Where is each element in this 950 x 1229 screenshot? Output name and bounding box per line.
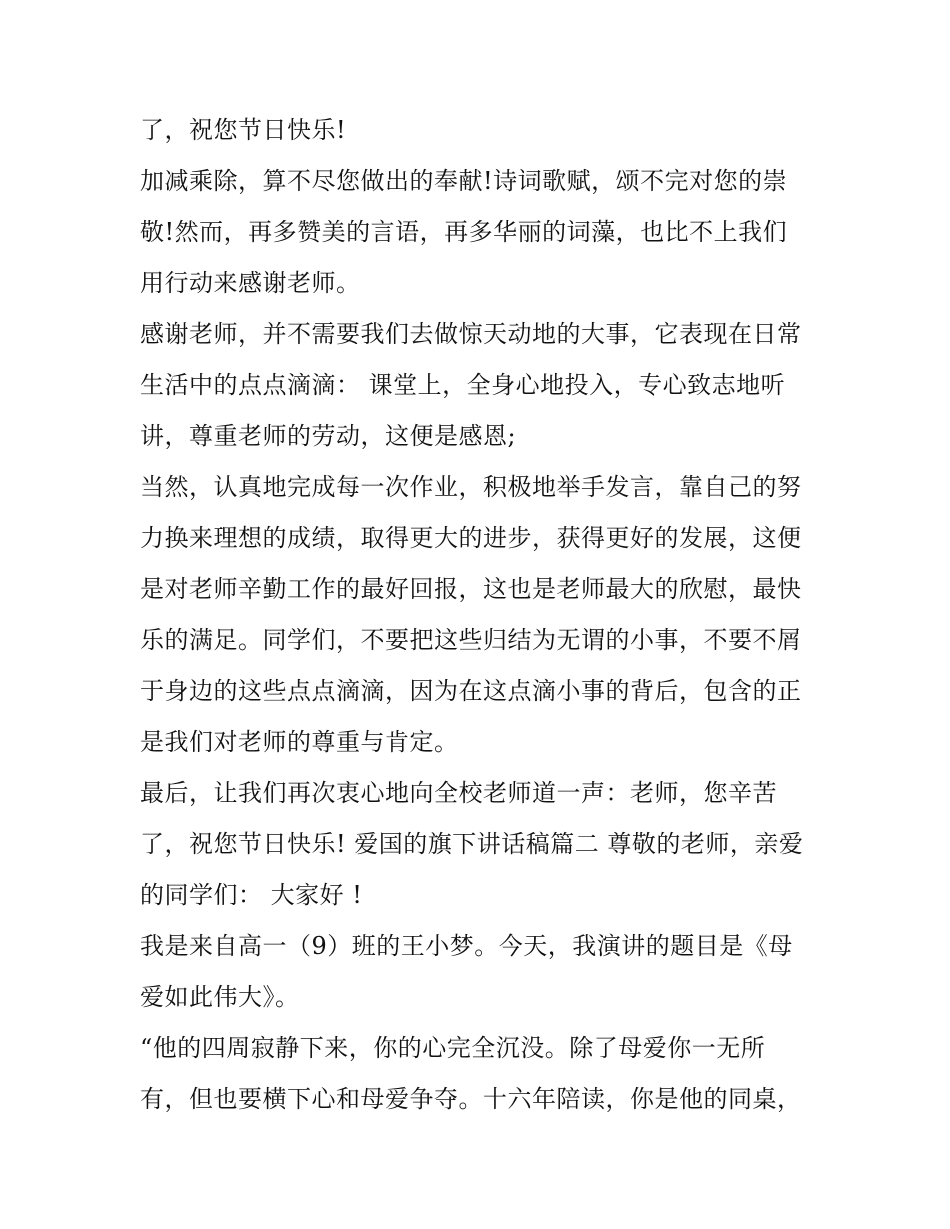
text-line: 于身边的这些点点滴滴，因为在这点滴小事的背后，包含的正	[140, 677, 802, 705]
text-line: 讲，尊重老师的劳动，这便是感恩;	[140, 422, 517, 450]
text-line: 生活中的点点滴滴： 课堂上，全身心地投入，专心致志地听	[140, 371, 786, 399]
text-line: 了，祝您节日快乐!	[140, 116, 347, 144]
text-line: 力换来理想的成绩，取得更大的进步，获得更好的发展，这便	[140, 524, 802, 552]
text-line: 是对老师辛勤工作的最好回报，这也是老师最大的欣慰，最快	[140, 575, 802, 603]
text-line: 用行动来感谢老师。	[140, 269, 361, 297]
text-line: 爱如此伟大》。	[140, 983, 300, 1011]
text-line: 乐的满足。同学们，不要把这些归结为无谓的小事，不要不屑	[140, 626, 802, 654]
text-line: 有，但也要横下心和母爱争夺。十六年陪读，你是他的同桌，	[140, 1085, 802, 1113]
text-line: 是我们对老师的尊重与肯定。	[140, 728, 459, 756]
text-line: 感谢老师，并不需要我们去做惊天动地的大事，它表现在日常	[140, 320, 802, 348]
text-line: 的同学们： 大家好 !	[140, 881, 363, 909]
text-line: 加减乘除，算不尽您做出的奉献!诗词歌赋，颂不完对您的崇	[140, 167, 788, 195]
text-line: 敬!然而，再多赞美的言语，再多华丽的词藻，也比不上我们	[140, 218, 788, 246]
text-line: 我是来自高一（9）班的王小梦。今天，我演讲的题目是《母	[140, 932, 793, 960]
text-line: 了，祝您节日快乐! 爱国的旗下讲话稿篇二 尊敬的老师，亲爱	[140, 830, 804, 858]
text-line: 最后，让我们再次衷心地向全校老师道一声：老师，您辛苦	[140, 779, 777, 807]
text-line: 当然，认真地完成每一次作业，积极地举手发言，靠自己的努	[140, 473, 802, 501]
text-line: “他的四周寂静下来，你的心完全沉没。除了母爱你一无所	[140, 1034, 766, 1062]
